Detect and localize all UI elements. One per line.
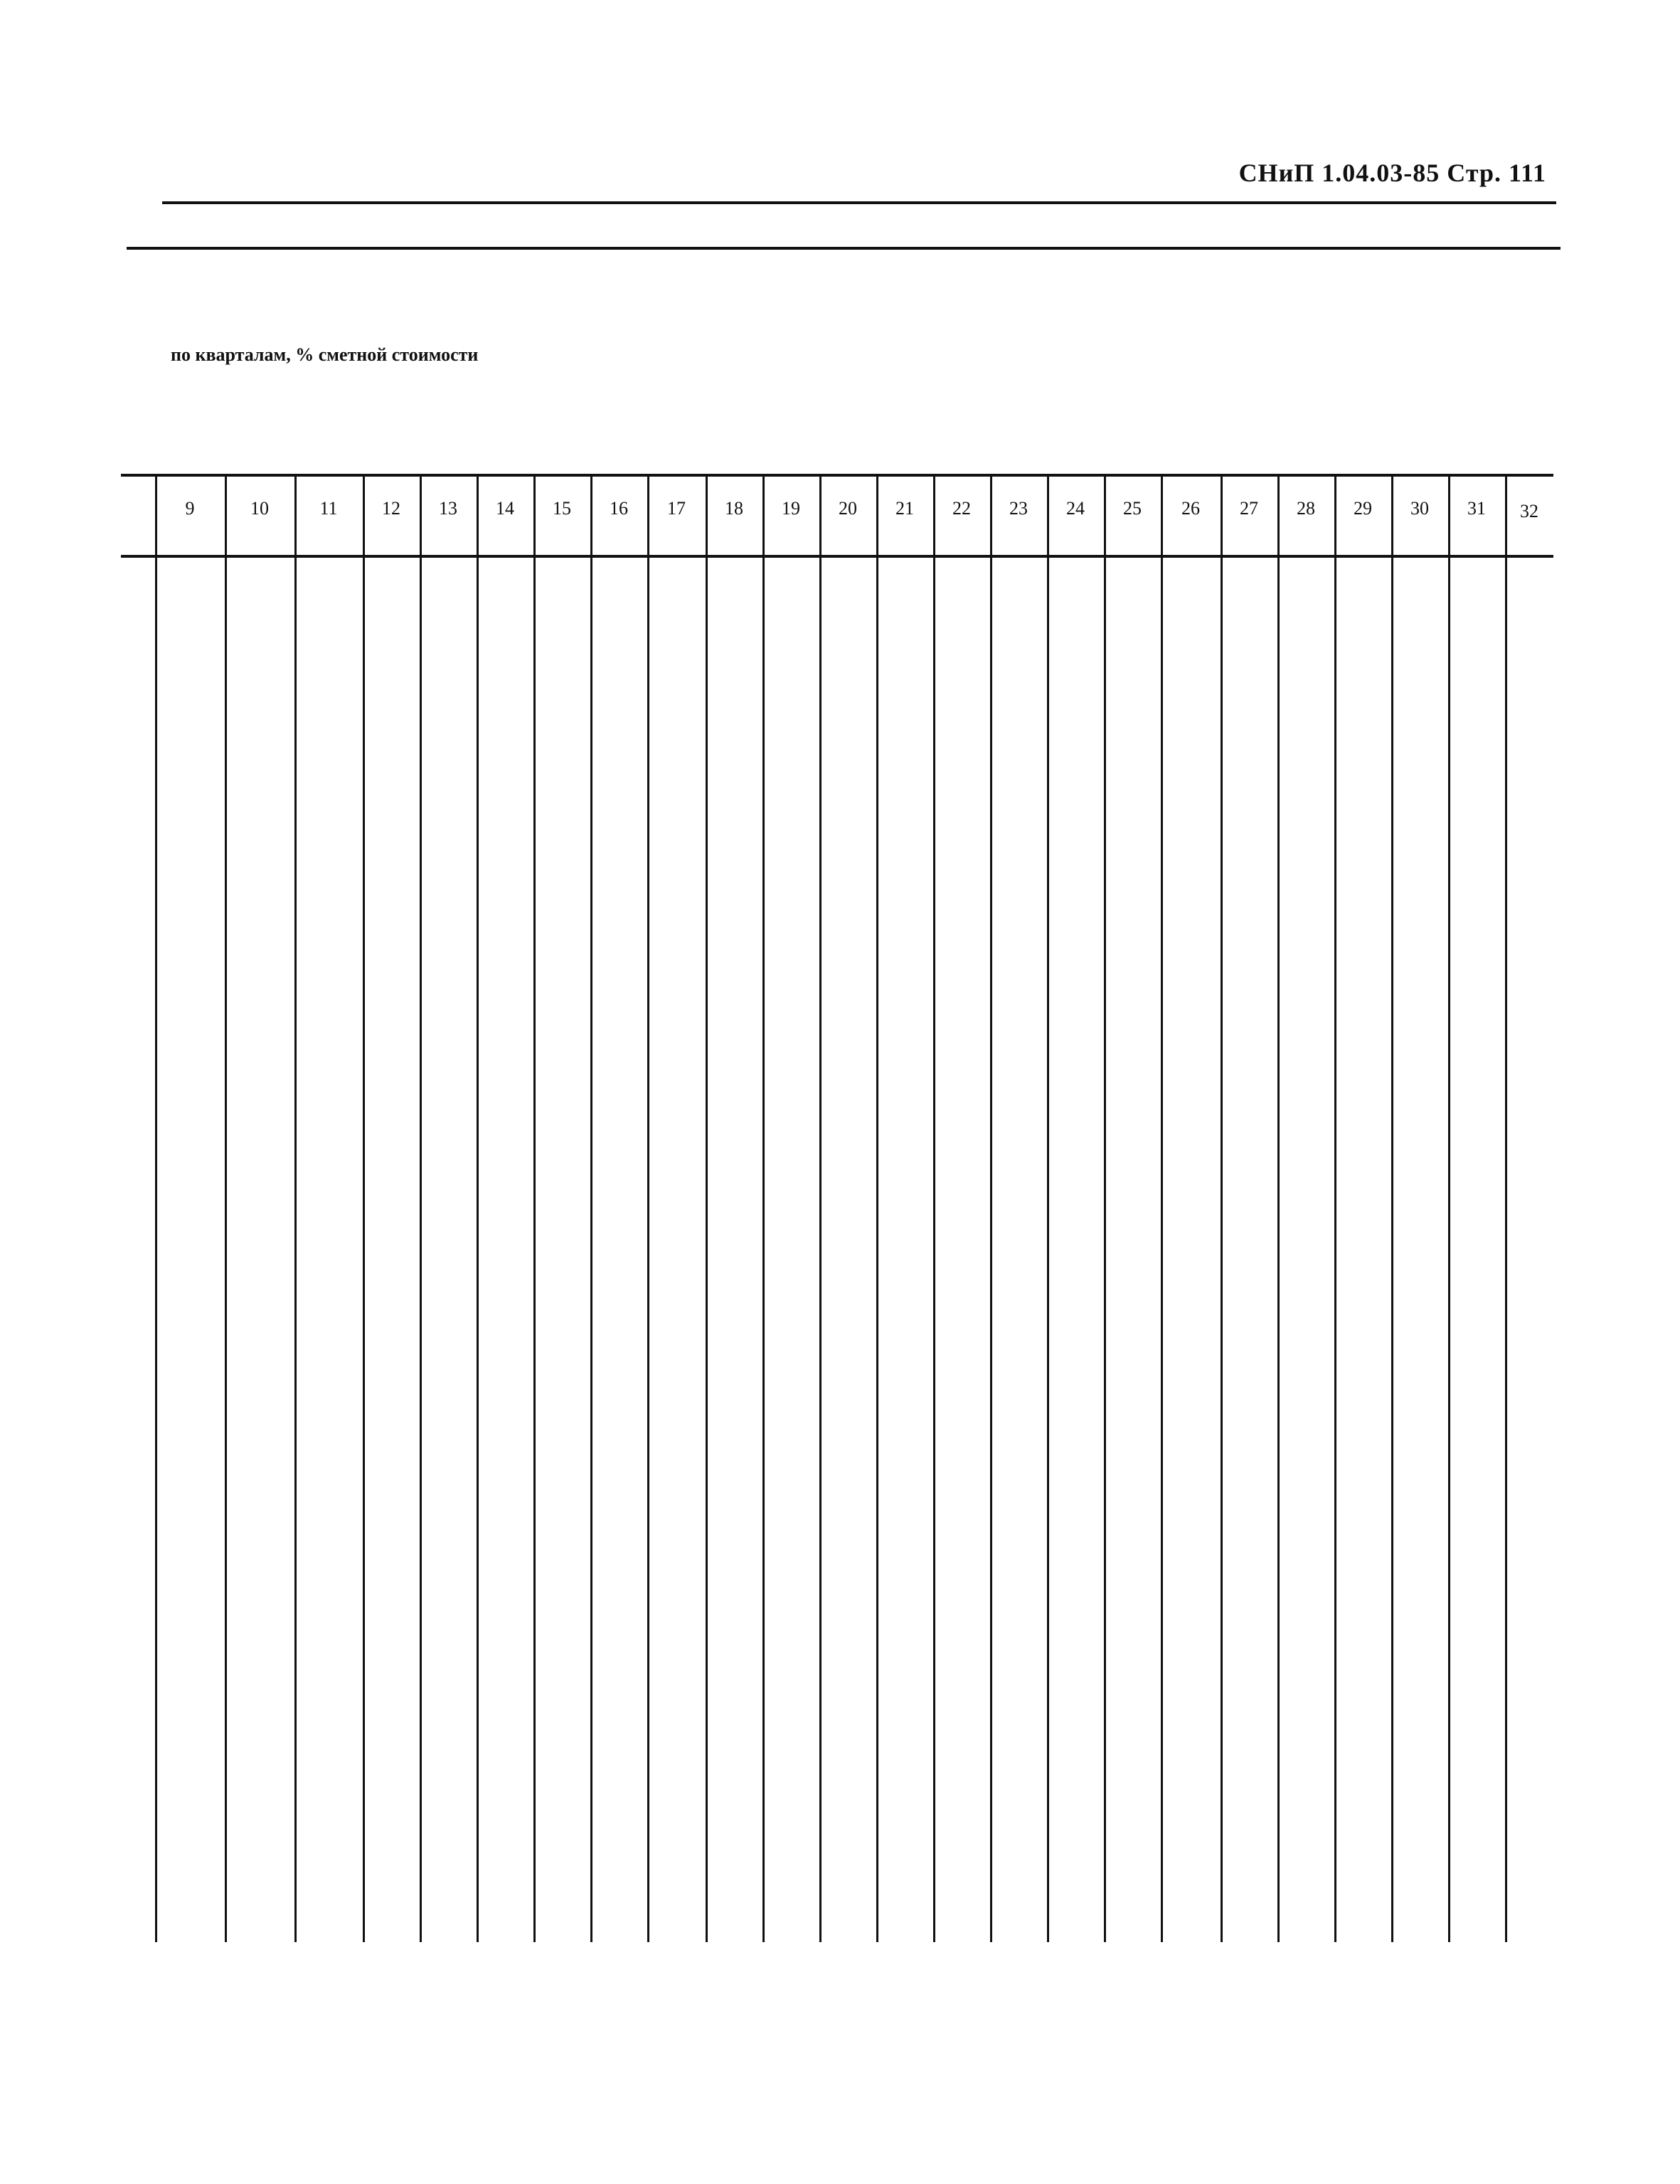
column-number: 24 xyxy=(1066,498,1085,519)
column-number: 26 xyxy=(1181,498,1200,519)
column-divider xyxy=(477,475,479,1942)
column-number: 23 xyxy=(1009,498,1028,519)
column-divider xyxy=(1161,475,1163,1942)
column-number: 15 xyxy=(553,498,571,519)
column-divider xyxy=(225,475,227,1942)
column-divider xyxy=(1391,475,1393,1942)
column-number: 18 xyxy=(725,498,743,519)
column-number: 32 xyxy=(1520,501,1538,521)
column-number: 11 xyxy=(319,498,338,519)
table-subtitle: по кварталам, % сметной стоимости xyxy=(171,344,479,365)
column-number: 13 xyxy=(439,498,457,519)
column-divider xyxy=(1505,475,1507,1942)
column-divider xyxy=(647,475,649,1942)
column-divider xyxy=(1277,475,1280,1942)
column-number: 19 xyxy=(782,498,800,519)
column-number: 20 xyxy=(839,498,857,519)
table xyxy=(121,0,1553,2184)
column-divider xyxy=(876,475,878,1942)
column-divider xyxy=(1047,475,1049,1942)
column-divider xyxy=(533,475,536,1942)
column-number: 21 xyxy=(895,498,914,519)
column-number: 31 xyxy=(1467,498,1486,519)
column-number: 25 xyxy=(1123,498,1142,519)
column-divider xyxy=(155,475,157,1942)
column-divider xyxy=(1104,475,1106,1942)
column-divider xyxy=(363,475,365,1942)
column-divider xyxy=(590,475,592,1942)
column-number: 28 xyxy=(1297,498,1315,519)
column-number: 16 xyxy=(610,498,628,519)
table-top-rule xyxy=(121,474,1553,477)
column-divider xyxy=(294,475,297,1942)
page-header: СНиП 1.04.03-85 Стр. 111 xyxy=(1238,159,1546,187)
column-number: 17 xyxy=(667,498,686,519)
table-header-rule xyxy=(121,555,1553,558)
column-divider xyxy=(420,475,422,1942)
column-number: 27 xyxy=(1240,498,1258,519)
column-divider xyxy=(1221,475,1223,1942)
column-divider xyxy=(933,475,935,1942)
column-number: 30 xyxy=(1410,498,1429,519)
column-divider xyxy=(819,475,822,1942)
column-number: 29 xyxy=(1354,498,1372,519)
column-divider xyxy=(990,475,992,1942)
column-number: 9 xyxy=(185,498,195,519)
column-divider xyxy=(762,475,765,1942)
column-divider xyxy=(1448,475,1450,1942)
column-number: 10 xyxy=(250,498,269,519)
column-divider xyxy=(706,475,708,1942)
column-number: 12 xyxy=(382,498,400,519)
column-number: 22 xyxy=(952,498,971,519)
column-divider xyxy=(1334,475,1336,1942)
column-number: 14 xyxy=(496,498,514,519)
